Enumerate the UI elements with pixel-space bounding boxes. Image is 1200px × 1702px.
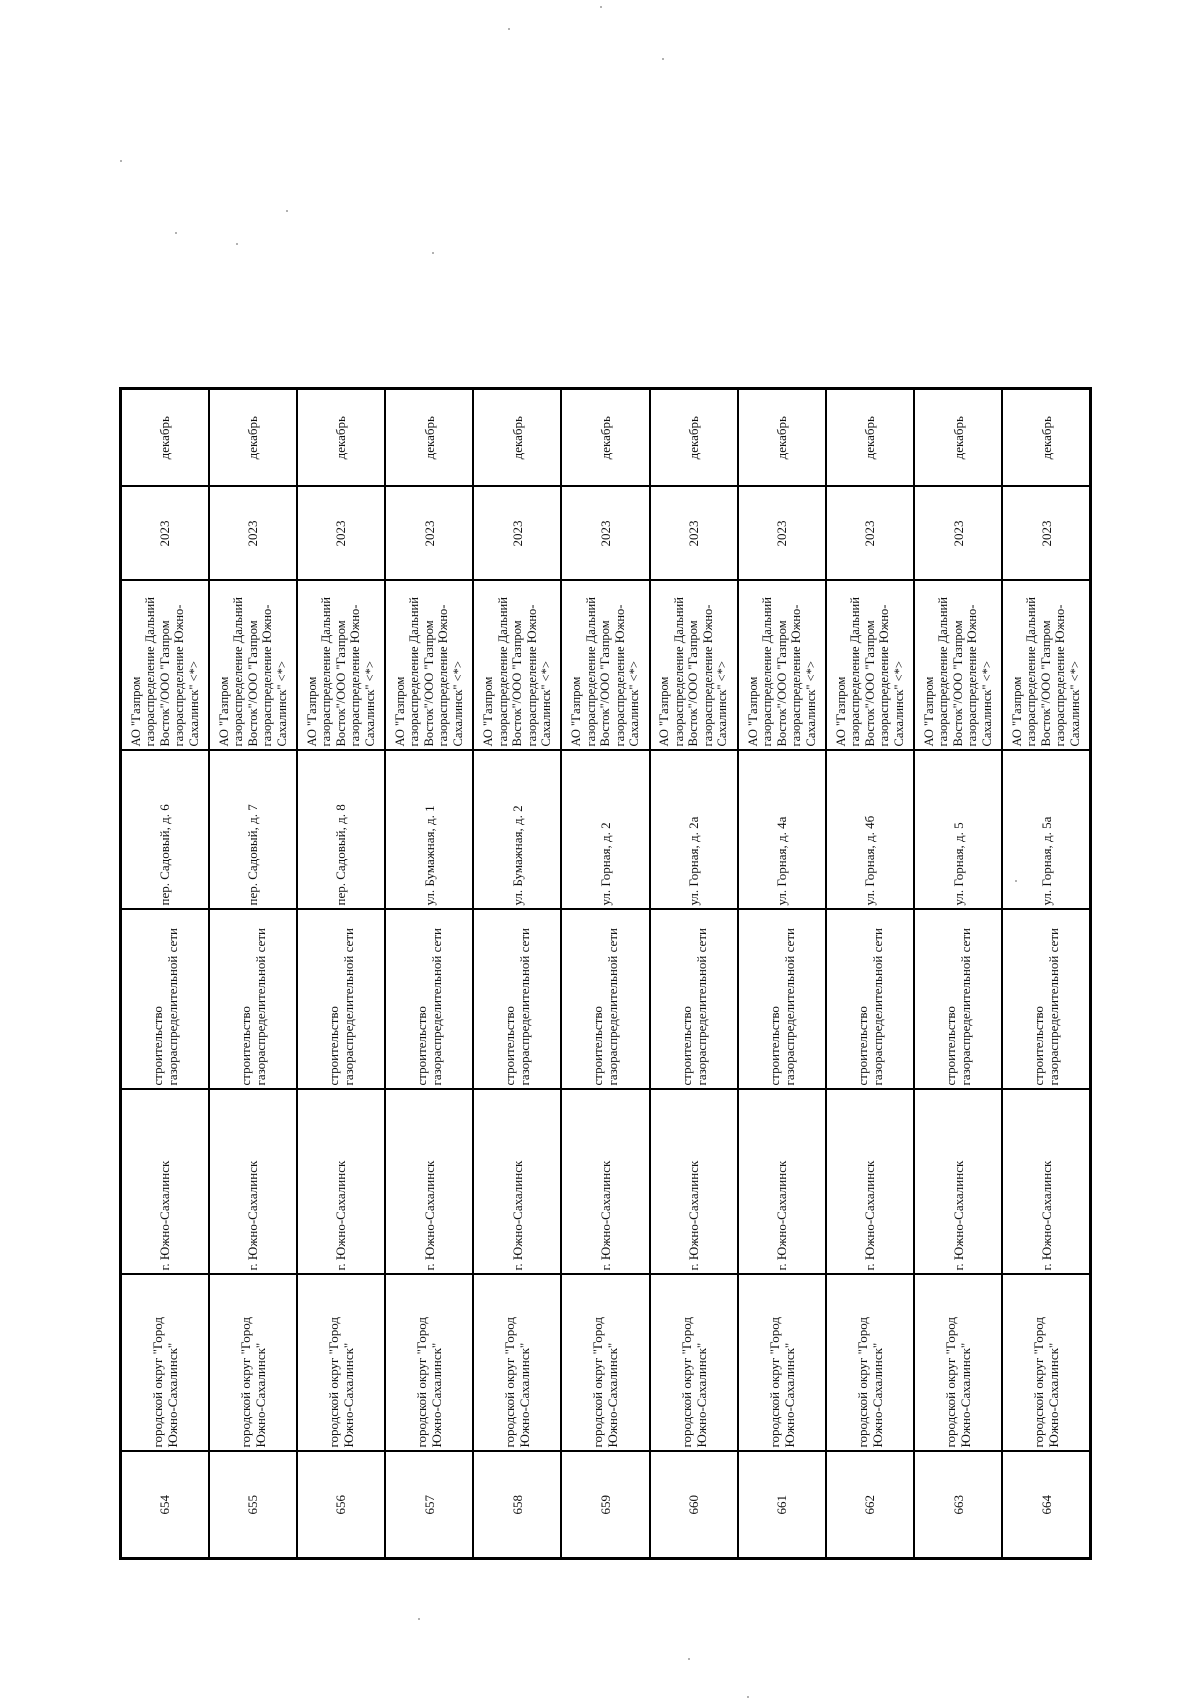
address-cell: ул. Горная, д. 4б bbox=[826, 751, 914, 910]
locality-cell: г. Южно-Сахалинск bbox=[209, 1090, 297, 1275]
organization-cell: АО "Газпром газораспределение Дальний Восток"/ООО "Газпром газораспределение Южно-Сахалинск" <*> bbox=[297, 581, 385, 751]
year-cell: 2023 bbox=[561, 487, 649, 581]
address-cell: ул. Бумажная, д. 2 bbox=[473, 751, 561, 910]
locality-cell: г. Южно-Сахалинск bbox=[385, 1090, 473, 1275]
month-cell: декабрь bbox=[385, 389, 473, 487]
work-type-cell: строительство газораспределительной сети bbox=[1002, 910, 1090, 1090]
address-cell: ул. Горная, д. 5а bbox=[1002, 751, 1090, 910]
row-number-cell: 659 bbox=[561, 1452, 649, 1559]
row-number-cell: 657 bbox=[385, 1452, 473, 1559]
row-number-cell: 662 bbox=[826, 1452, 914, 1559]
year-cell: 2023 bbox=[121, 487, 209, 581]
locality-cell: г. Южно-Сахалинск bbox=[121, 1090, 209, 1275]
organization-cell: АО "Газпром газораспределение Дальний Восток"/ООО "Газпром газораспределение Южно-Сахалинск" <*> bbox=[826, 581, 914, 751]
address-cell: ул. Горная, д. 5 bbox=[914, 751, 1002, 910]
year-cell: 2023 bbox=[914, 487, 1002, 581]
locality-cell: г. Южно-Сахалинск bbox=[1002, 1090, 1090, 1275]
year-cell: 2023 bbox=[738, 487, 826, 581]
month-cell: декабрь bbox=[826, 389, 914, 487]
scan-speck bbox=[236, 243, 238, 245]
scan-speck bbox=[432, 252, 434, 254]
work-type-cell: строительство газораспределительной сети bbox=[650, 910, 738, 1090]
row-number-cell: 663 bbox=[914, 1452, 1002, 1559]
scan-speck bbox=[662, 58, 664, 60]
work-type-cell: строительство газораспределительной сети bbox=[738, 910, 826, 1090]
table-body bbox=[121, 389, 1091, 1559]
table-row bbox=[121, 389, 209, 1559]
row-number-cell: 660 bbox=[650, 1452, 738, 1559]
locality-cell: г. Южно-Сахалинск bbox=[297, 1090, 385, 1275]
table-row bbox=[650, 389, 738, 1559]
scan-speck bbox=[286, 210, 288, 212]
district-cell: городской округ "Город Южно-Сахалинск" bbox=[738, 1275, 826, 1452]
year-cell: 2023 bbox=[297, 487, 385, 581]
organization-cell: АО "Газпром газораспределение Дальний Восток"/ООО "Газпром газораспределение Южно-Сахалинск" <*> bbox=[209, 581, 297, 751]
organization-cell: АО "Газпром газораспределение Дальний Восток"/ООО "Газпром газораспределение Южно-Сахалинск" <*> bbox=[561, 581, 649, 751]
district-cell: городской округ "Город Южно-Сахалинск" bbox=[121, 1275, 209, 1452]
month-cell: декабрь bbox=[914, 389, 1002, 487]
district-cell: городской округ "Город Южно-Сахалинск" bbox=[914, 1275, 1002, 1452]
organization-cell: АО "Газпром газораспределение Дальний Восток"/ООО "Газпром газораспределение Южно-Сахалинск" <*> bbox=[473, 581, 561, 751]
locality-cell: г. Южно-Сахалинск bbox=[826, 1090, 914, 1275]
table-row bbox=[1002, 389, 1090, 1559]
district-cell: городской округ "Город Южно-Сахалинск" bbox=[473, 1275, 561, 1452]
locality-cell: г. Южно-Сахалинск bbox=[561, 1090, 649, 1275]
address-cell: ул. Горная, д. 2а bbox=[650, 751, 738, 910]
row-number-cell: 656 bbox=[297, 1452, 385, 1559]
table-row bbox=[473, 389, 561, 1559]
work-type-cell: строительство газораспределительной сети bbox=[826, 910, 914, 1090]
table-row bbox=[826, 389, 914, 1559]
locality-cell: г. Южно-Сахалинск bbox=[650, 1090, 738, 1275]
locality-cell: г. Южно-Сахалинск bbox=[914, 1090, 1002, 1275]
scan-speck bbox=[688, 1658, 690, 1660]
month-cell: декабрь bbox=[561, 389, 649, 487]
month-cell: декабрь bbox=[738, 389, 826, 487]
locality-cell: г. Южно-Сахалинск bbox=[738, 1090, 826, 1275]
district-cell: городской округ "Город Южно-Сахалинск" bbox=[1002, 1275, 1090, 1452]
scan-speck bbox=[600, 6, 602, 8]
organization-cell: АО "Газпром газораспределение Дальний Восток"/ООО "Газпром газораспределение Южно-Сахалинск" <*> bbox=[650, 581, 738, 751]
scan-speck bbox=[1015, 880, 1017, 882]
district-cell: городской округ "Город Южно-Сахалинск" bbox=[209, 1275, 297, 1452]
address-cell: ул. Горная, д. 4а bbox=[738, 751, 826, 910]
organization-cell: АО "Газпром газораспределение Дальний Восток"/ООО "Газпром газораспределение Южно-Сахалинск" <*> bbox=[385, 581, 473, 751]
year-cell: 2023 bbox=[650, 487, 738, 581]
table-row bbox=[914, 389, 1002, 1559]
gasification-schedule-table bbox=[119, 387, 1092, 1560]
table-row bbox=[561, 389, 649, 1559]
organization-cell: АО "Газпром газораспределение Дальний Восток"/ООО "Газпром газораспределение Южно-Сахалинск" <*> bbox=[1002, 581, 1090, 751]
organization-cell: АО "Газпром газораспределение Дальний Восток"/ООО "Газпром газораспределение Южно-Сахалинск" <*> bbox=[914, 581, 1002, 751]
work-type-cell: строительство газораспределительной сети bbox=[561, 910, 649, 1090]
row-number-cell: 655 bbox=[209, 1452, 297, 1559]
month-cell: декабрь bbox=[297, 389, 385, 487]
work-type-cell: строительство газораспределительной сети bbox=[473, 910, 561, 1090]
address-cell: пер. Садовый, д. 6 bbox=[121, 751, 209, 910]
month-cell: декабрь bbox=[1002, 389, 1090, 487]
organization-cell: АО "Газпром газораспределение Дальний Восток"/ООО "Газпром газораспределение Южно-Сахалинск" <*> bbox=[121, 581, 209, 751]
row-number-cell: 664 bbox=[1002, 1452, 1090, 1559]
year-cell: 2023 bbox=[826, 487, 914, 581]
district-cell: городской округ "Город Южно-Сахалинск" bbox=[385, 1275, 473, 1452]
address-cell: ул. Горная, д. 2 bbox=[561, 751, 649, 910]
scan-speck bbox=[747, 1696, 749, 1698]
scan-speck bbox=[175, 232, 177, 234]
work-type-cell: строительство газораспределительной сети bbox=[914, 910, 1002, 1090]
table-row bbox=[209, 389, 297, 1559]
month-cell: декабрь bbox=[209, 389, 297, 487]
address-cell: пер. Садовый, д. 7 bbox=[209, 751, 297, 910]
work-type-cell: строительство газораспределительной сети bbox=[297, 910, 385, 1090]
address-cell: пер. Садовый, д. 8 bbox=[297, 751, 385, 910]
row-number-cell: 658 bbox=[473, 1452, 561, 1559]
table-row bbox=[385, 389, 473, 1559]
district-cell: городской округ "Город Южно-Сахалинск" bbox=[826, 1275, 914, 1452]
work-type-cell: строительство газораспределительной сети bbox=[209, 910, 297, 1090]
table-row bbox=[297, 389, 385, 1559]
scan-speck bbox=[120, 160, 122, 162]
scan-speck bbox=[418, 1618, 420, 1620]
year-cell: 2023 bbox=[385, 487, 473, 581]
work-type-cell: строительство газораспределительной сети bbox=[121, 910, 209, 1090]
year-cell: 2023 bbox=[473, 487, 561, 581]
district-cell: городской округ "Город Южно-Сахалинск" bbox=[297, 1275, 385, 1452]
month-cell: декабрь bbox=[121, 389, 209, 487]
scan-speck bbox=[508, 28, 510, 30]
district-cell: городской округ "Город Южно-Сахалинск" bbox=[650, 1275, 738, 1452]
work-type-cell: строительство газораспределительной сети bbox=[385, 910, 473, 1090]
year-cell: 2023 bbox=[209, 487, 297, 581]
district-cell: городской округ "Город Южно-Сахалинск" bbox=[561, 1275, 649, 1452]
month-cell: декабрь bbox=[473, 389, 561, 487]
month-cell: декабрь bbox=[650, 389, 738, 487]
table-row bbox=[738, 389, 826, 1559]
locality-cell: г. Южно-Сахалинск bbox=[473, 1090, 561, 1275]
address-cell: ул. Бумажная, д. 1 bbox=[385, 751, 473, 910]
rotated-table-container bbox=[119, 390, 1092, 1560]
year-cell: 2023 bbox=[1002, 487, 1090, 581]
row-number-cell: 654 bbox=[121, 1452, 209, 1559]
row-number-cell: 661 bbox=[738, 1452, 826, 1559]
organization-cell: АО "Газпром газораспределение Дальний Восток"/ООО "Газпром газораспределение Южно-Сахалинск" <*> bbox=[738, 581, 826, 751]
